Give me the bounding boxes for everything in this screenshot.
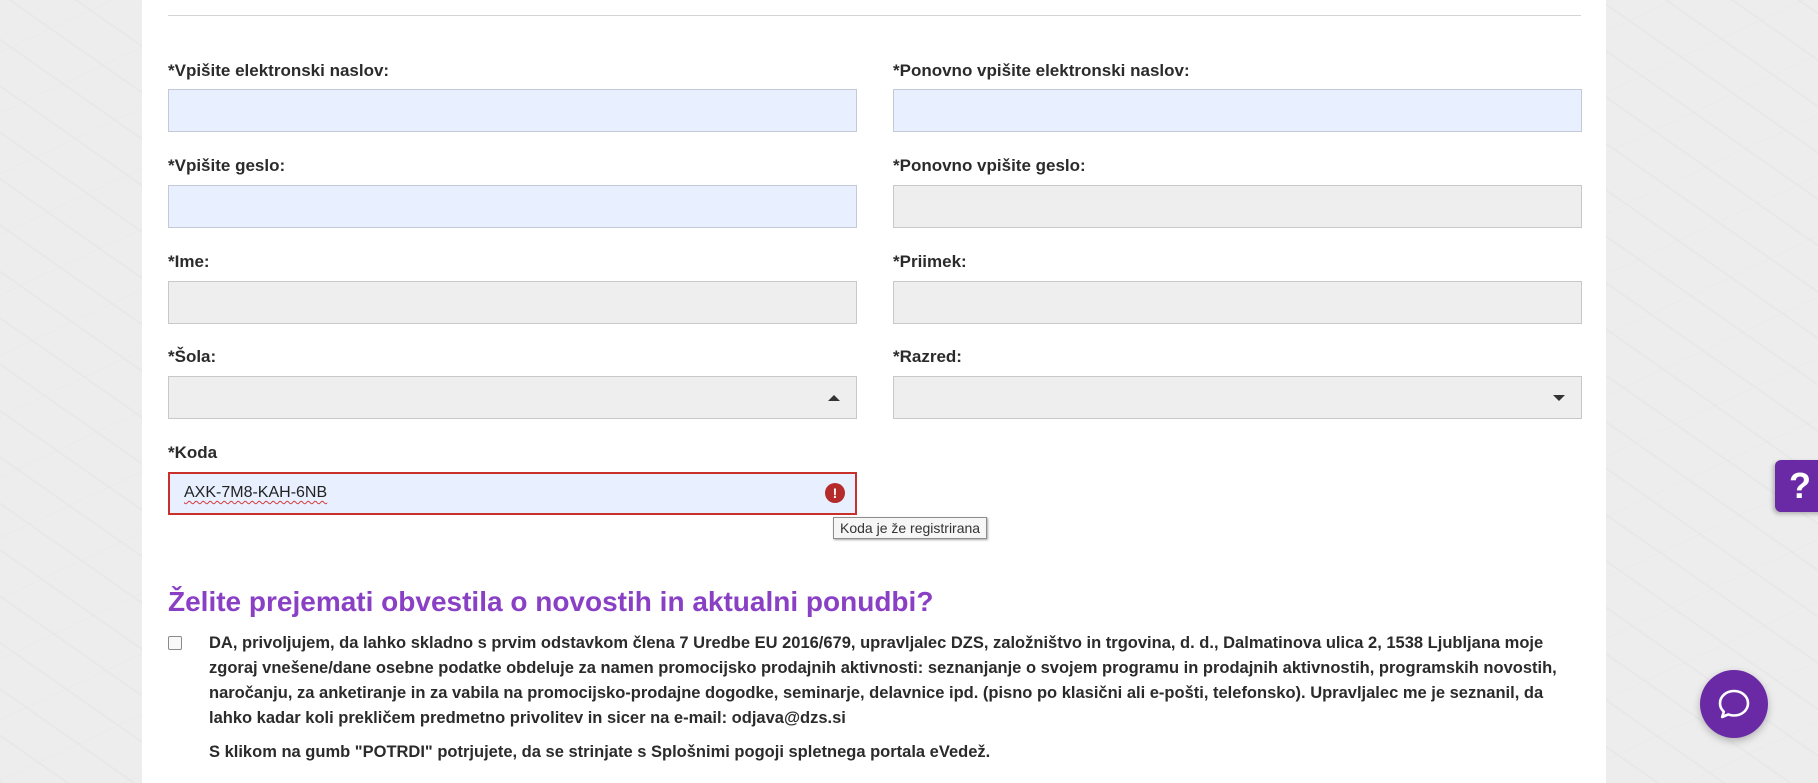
school-select[interactable] [168, 376, 857, 419]
chevron-down-icon [1553, 395, 1565, 401]
email-repeat-label: *Ponovno vpišite elektronski naslov: [893, 61, 1190, 80]
consent-checkbox[interactable] [168, 636, 182, 650]
section-divider [168, 15, 1581, 16]
grade-select[interactable] [893, 376, 1582, 419]
error-exclamation-icon: ! [825, 483, 845, 503]
code-value: AXK-7M8-KAH-6NB [184, 484, 328, 501]
first-name-input[interactable] [168, 281, 857, 324]
school-label: *Šola: [168, 347, 217, 366]
password-repeat-label: *Ponovno vpišite geslo: [893, 156, 1086, 175]
first-name-label: *Ime: [168, 252, 210, 271]
password-input[interactable] [168, 185, 857, 228]
chat-button[interactable] [1700, 670, 1768, 738]
grade-label: *Razred: [893, 347, 962, 366]
question-mark-icon: ? [1789, 465, 1811, 506]
code-label: *Koda [168, 443, 218, 462]
password-repeat-input[interactable] [893, 185, 1582, 228]
newsletter-title: Želite prejemati obvestila o novostih in aktualni ponudbi? [168, 586, 934, 617]
terms-text: S klikom na gumb "POTRDI" potrjujete, da se strinjate s Splošnimi pogoji spletnega portala eVedež. [209, 743, 991, 761]
chat-bubble-icon [1717, 687, 1751, 721]
last-name-label: *Priimek: [893, 252, 967, 271]
email-repeat-input[interactable] [893, 89, 1582, 132]
last-name-input[interactable] [893, 281, 1582, 324]
code-error-tooltip: Koda je že registrirana [833, 517, 987, 539]
code-input[interactable] [168, 472, 857, 515]
help-button[interactable] [1775, 460, 1818, 512]
chevron-up-icon [828, 395, 840, 401]
email-label: *Vpišite elektronski naslov: [168, 61, 390, 80]
email-input[interactable] [168, 89, 857, 132]
password-label: *Vpišite geslo: [168, 156, 286, 175]
consent-text: DA, privoljujem, da lahko skladno s prvim odstavkom člena 7 Uredbe EU 2016/679, upravljalec DZS, založništvo in trgovina, d. d., Dalmatinova ulica 2, 1538 Ljubljana moje zgoraj vnešene/dane osebne podatke obdeluje za namen promocijsko prodajnih aktivnosti: seznanjanje o svojem programu in prodajnih aktivnostih, programskih novostih, naročanju, za anketiranje in za vabila na promocijsko-prodajne dogodke, seminarje, delavnice ipd. (pisno po klasični ali e-pošti, telefonsko). Upravljalec me je seznanil, da lahko kadar koli prekličem predmetno privolitev in sicer na e-mail: odjava@dzs.si [209, 634, 1557, 727]
